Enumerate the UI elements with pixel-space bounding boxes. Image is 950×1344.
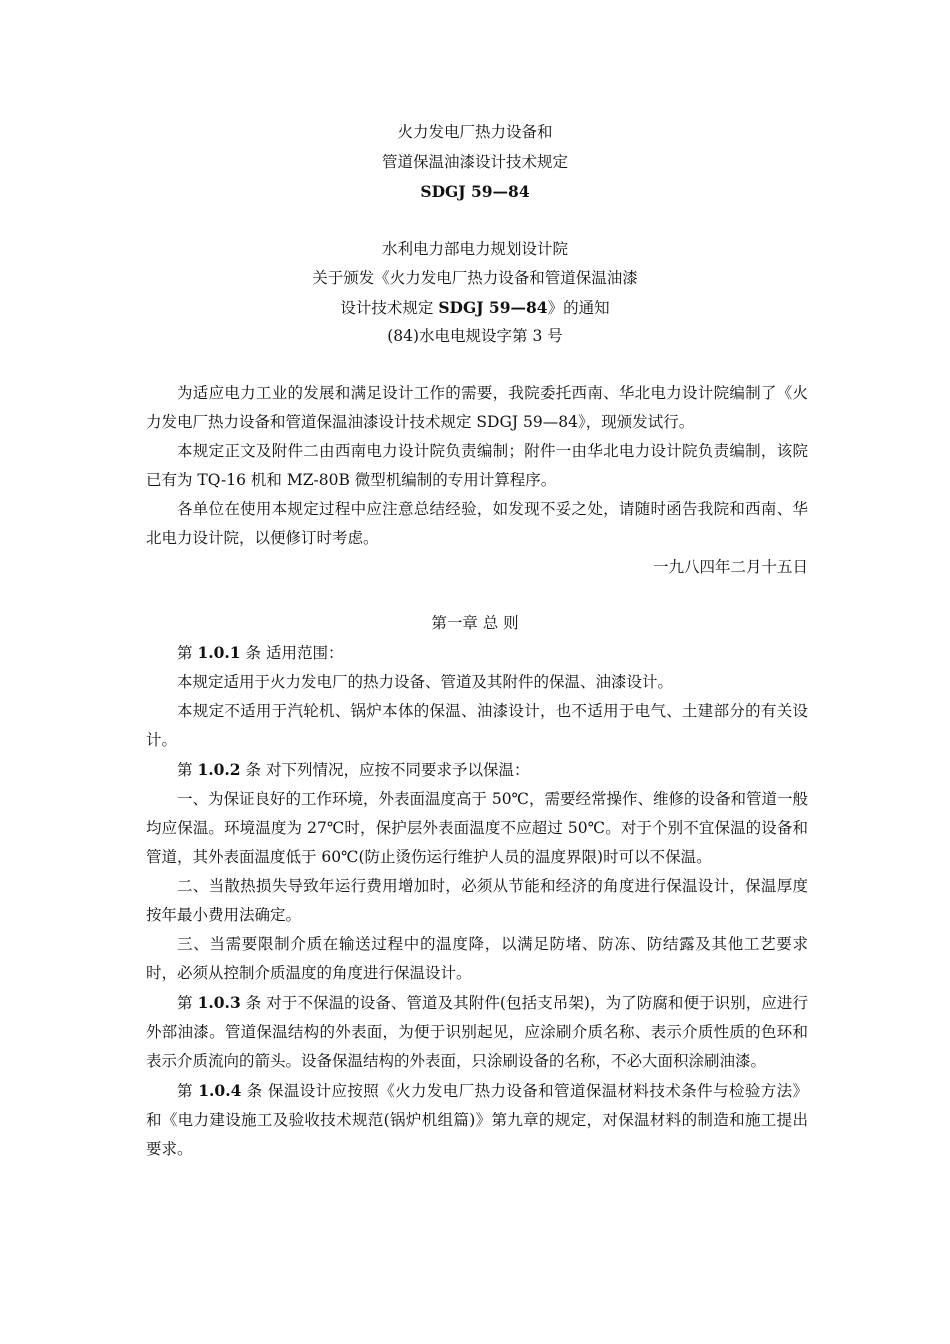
notice-line-3-pre: 设计技术规定 <box>340 299 439 317</box>
article-1-0-4-number: 1.0.4 <box>198 1081 242 1100</box>
notice-line-2: 关于颁发《火力发电厂热力设备和管道保温油漆 <box>312 269 638 287</box>
article-1-0-4-pre: 第 <box>177 1082 199 1100</box>
scope-paragraph-2: 本规定不适用于汽轮机、锅炉本体的保温、油漆设计，也不适用于电气、土建部分的有关设计。 <box>146 702 808 749</box>
article-1-0-2-text: 条 对下列情况，应按不同要求予以保温： <box>240 761 530 779</box>
notice-paragraph-3: 各单位在使用本规定过程中应注意总结经验，如发现不妥之处，请随时函告我院和西南、华北电力设计院，以便修订时考虑。 <box>146 500 808 547</box>
article-1-0-1-number: 1.0.1 <box>197 643 241 662</box>
title-code: SDGJ 59—84 <box>420 182 530 201</box>
article-1-0-3-pre: 第 <box>177 994 198 1012</box>
article-1-0-1-text: 条 适用范围： <box>240 644 344 662</box>
article-1-0-4-text: 条 保温设计应按照《火力发电厂热力设备和管道保温材料技术条件与检验方法》和《电力建设施工及验收技术规范(锅炉机组篇)》第九章的规定，对保温材料的制造和施工提出要求。 <box>146 1082 809 1158</box>
notice-line-1: 水利电力部电力规划设计院 <box>381 240 568 258</box>
notice-date: 一九八四年二月十五日 <box>652 558 808 576</box>
article-1-0-1 <box>146 638 808 668</box>
article-1-0-3-text: 条 对于不保温的设备、管道及其附件(包括支吊架)，为了防腐和便于识别，应进行外部油漆。管道保温结构的外表面，为便于识别起见，应涂刷介质名称、表示介质性质的色环和表示介质流向的箭头。设备保温结构的外表面，只涂刷设备的名称，不必大面积涂刷油漆。 <box>146 994 808 1070</box>
notice-paragraph-1: 为适应电力工业的发展和满足设计工作的需要，我院委托西南、华北电力设计院编制了《火力发电厂热力设备和管道保温油漆设计技术规定 SDGJ 59—84》，现颁发试行。 <box>146 384 808 431</box>
title-line-1: 火力发电厂热力设备和 <box>397 123 553 141</box>
title-line-2: 管道保温油漆设计技术规定 <box>381 153 568 171</box>
notice-body <box>146 379 808 582</box>
notice-paragraph-2: 本规定正文及附件二由西南电力设计院负责编制；附件一由华北电力设计院负责编制，该院已有为 TQ-16 机和 MZ-80B 微型机编制的专用计算程序。 <box>146 442 808 489</box>
notice-line-3-code: SDGJ 59—84 <box>438 298 548 317</box>
article-1-0-3 <box>146 988 808 1076</box>
article-1-0-2-pre: 第 <box>177 761 198 779</box>
chapter-heading: 第一章 总 则 <box>431 614 519 632</box>
notice-line-3 <box>0 293 950 323</box>
item-1: 一、为保证良好的工作环境，外表面温度高于 50℃，需要经常操作、维修的设备和管道一般均应保温。环境温度为 27℃时，保护层外表面温度不应超过 50℃。对于个别不宜保温的设备和管道，其外表面温度低于 60℃(防止烫伤运行维护人员的温度界限)时可以不保温。 <box>146 790 808 866</box>
notice-line-3-post: 》的通知 <box>547 299 610 317</box>
article-1-0-4 <box>146 1076 808 1164</box>
article-1-0-2 <box>146 755 808 785</box>
article-1-0-3-number: 1.0.3 <box>197 993 241 1012</box>
item-3: 三、当需要限制介质在输送过程中的温度降，以满足防堵、防冻、防结露及其他工艺要求时，必须从控制介质温度的角度进行保温设计。 <box>146 935 808 982</box>
scope-paragraph-1: 本规定适用于火力发电厂的热力设备、管道及其附件的保温、油漆设计。 <box>177 673 674 691</box>
chapter-body <box>146 638 808 1164</box>
item-2: 二、当散热损失导致年运行费用增加时，必须从节能和经济的角度进行保温设计，保温厚度按年最小费用法确定。 <box>146 877 808 924</box>
notice-number: (84)水电电规设字第 3 号 <box>387 327 563 345</box>
article-1-0-2-number: 1.0.2 <box>197 760 241 779</box>
article-1-0-1-pre: 第 <box>177 644 198 662</box>
